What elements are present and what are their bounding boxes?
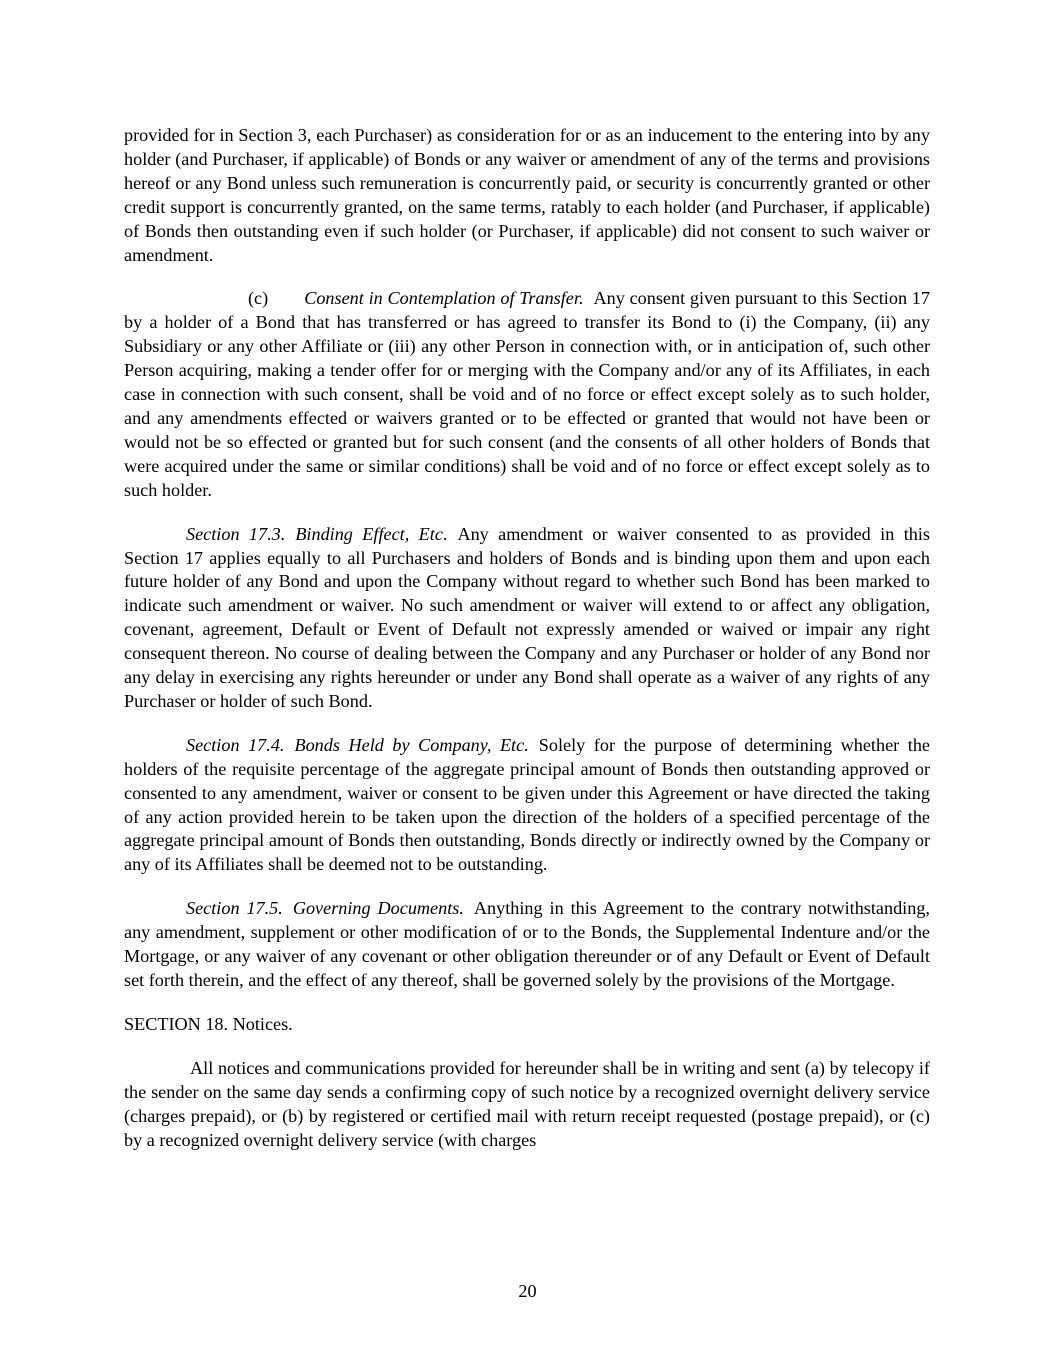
- subsection-body: Any consent given pursuant to this Section 17 by a holder of a Bond that has transferred or has agreed to transfer its Bond to (i) the Company, (ii) any Subsidiary or any other Affiliate or (iii) any other Person in connection with, or in anticipation of, such other Person acquiring, making a tender offer for or merging with the Company and/or any of its Affiliates, in each case in connection with such consent, shall be void and of no force or effect except solely as to such holder, and any amendments effected or waivers granted or to be effected or granted that would not have been or would not be so effected or granted but for such consent (and the consents of all other holders of Bonds that were acquired under the same or similar conditions) shall be void and of no force or effect except solely as to such holder.: [124, 288, 930, 500]
- section-17-4: [124, 734, 930, 877]
- section-title: Binding Effect, Etc: [295, 523, 443, 544]
- section-title: Governing Documents.: [292, 898, 464, 919]
- page-number: 20: [518, 1281, 537, 1301]
- section-18-heading: SECTION 18. Notices.: [124, 1013, 293, 1034]
- subsection-title: Consent in Contemplation of Transfer.: [304, 288, 584, 309]
- section-title: Bonds Held by Company, Etc.: [294, 734, 529, 755]
- section-number: Section 17.4.: [186, 734, 285, 755]
- section-number: Section 17.5.: [186, 898, 283, 919]
- paragraph-consent-transfer: [124, 287, 930, 502]
- section-18-body: All notices and communications provided for hereunder shall be in writing and sent (a) by telecopy if the sender on the same day sends a confirming copy of such notice by a recognized overnight delivery service (charges prepaid), or (b) by registered or certified mail with return receipt requested (postage prepaid), or (c) by a recognized overnight delivery service (with charges: [124, 1057, 930, 1150]
- section-body: Solely for the purpose of determining whether the holders of the requisite percentage of the aggregate principal amount of Bonds then outstanding approved or consented to any amendment, waiver or consent to be given under this Agreement or have directed the taking of any action provided herein to be taken upon the direction of the holders of a specified percentage of the aggregate principal amount of Bonds then outstanding, Bonds directly or indirectly owned by the Company or any of its Affiliates shall be deemed not to be outstanding.: [124, 734, 930, 875]
- subsection-label: (c): [248, 288, 269, 309]
- paragraph-continuation: provided for in Section 3, each Purchaser) as consideration for or as an inducement to the entering into by any holder (and Purchaser, if applicable) of Bonds or any waiver or amendment of any of the terms and provisions hereof or any Bond unless such remuneration is concurrently paid, or security is concurrently granted or other credit support is concurrently granted, on the same terms, ratably to each holder (and Purchaser, if applicable) of Bonds then outstanding even if such holder (or Purchaser, if applicable) did not consent to such waiver or amendment.: [124, 125, 930, 265]
- section-17-3: Section 17.3. Binding Effect, Etc. Any amendment or waiver consented to as provided in this Section 17 applies equally to all Purchasers and holders of Bonds and is binding upon them and upon each future holder of any Bond and upon the Company without regard to whether such Bond has been marked to indicate such amendment or waiver. No such amendment or waiver will extend to or affect any obligation, covenant, agreement, Default or Event of Default not expressly amended or waived or impair any right consequent thereon. No course of dealing between the Company and any Purchaser or holder of any Bond nor any delay in exercising any rights hereunder or under any Bond shall operate as a waiver of any rights of any Purchaser or holder of such Bond.: [124, 523, 930, 711]
- section-17-5: [124, 897, 930, 993]
- section-body: Any amendment or waiver consented to as provided in this Section 17 applies equally to all Purchasers and holders of Bonds and is binding upon them and upon each future holder of any Bond and upon the Company without regard to whether such Bond has been marked to indicate such amendment or waiver. No such amendment or waiver will extend to or affect any obligation, covenant, agreement, Default or Event of Default not expressly amended or waived or impair any right consequent thereon. No course of dealing between the Company and any Purchaser or holder of any Bond nor any delay in exercising any rights hereunder or under any Bond shall operate as a waiver of any rights of any Purchaser or holder of such Bond.: [124, 523, 930, 711]
- document-page: [124, 124, 930, 1172]
- section-body: Anything in this Agreement to the contrary notwithstanding, any amendment, supplement or other modification of or to the Bonds, the Supplemental Indenture and/or the Mortgage, or any waiver of any covenant or other obligation thereunder or of any Default or Event of Default set forth therein, and the effect of any thereof, shall be governed solely by the provisions of the Mortgage.: [124, 898, 930, 990]
- section-number: Section 17.3.: [186, 523, 286, 544]
